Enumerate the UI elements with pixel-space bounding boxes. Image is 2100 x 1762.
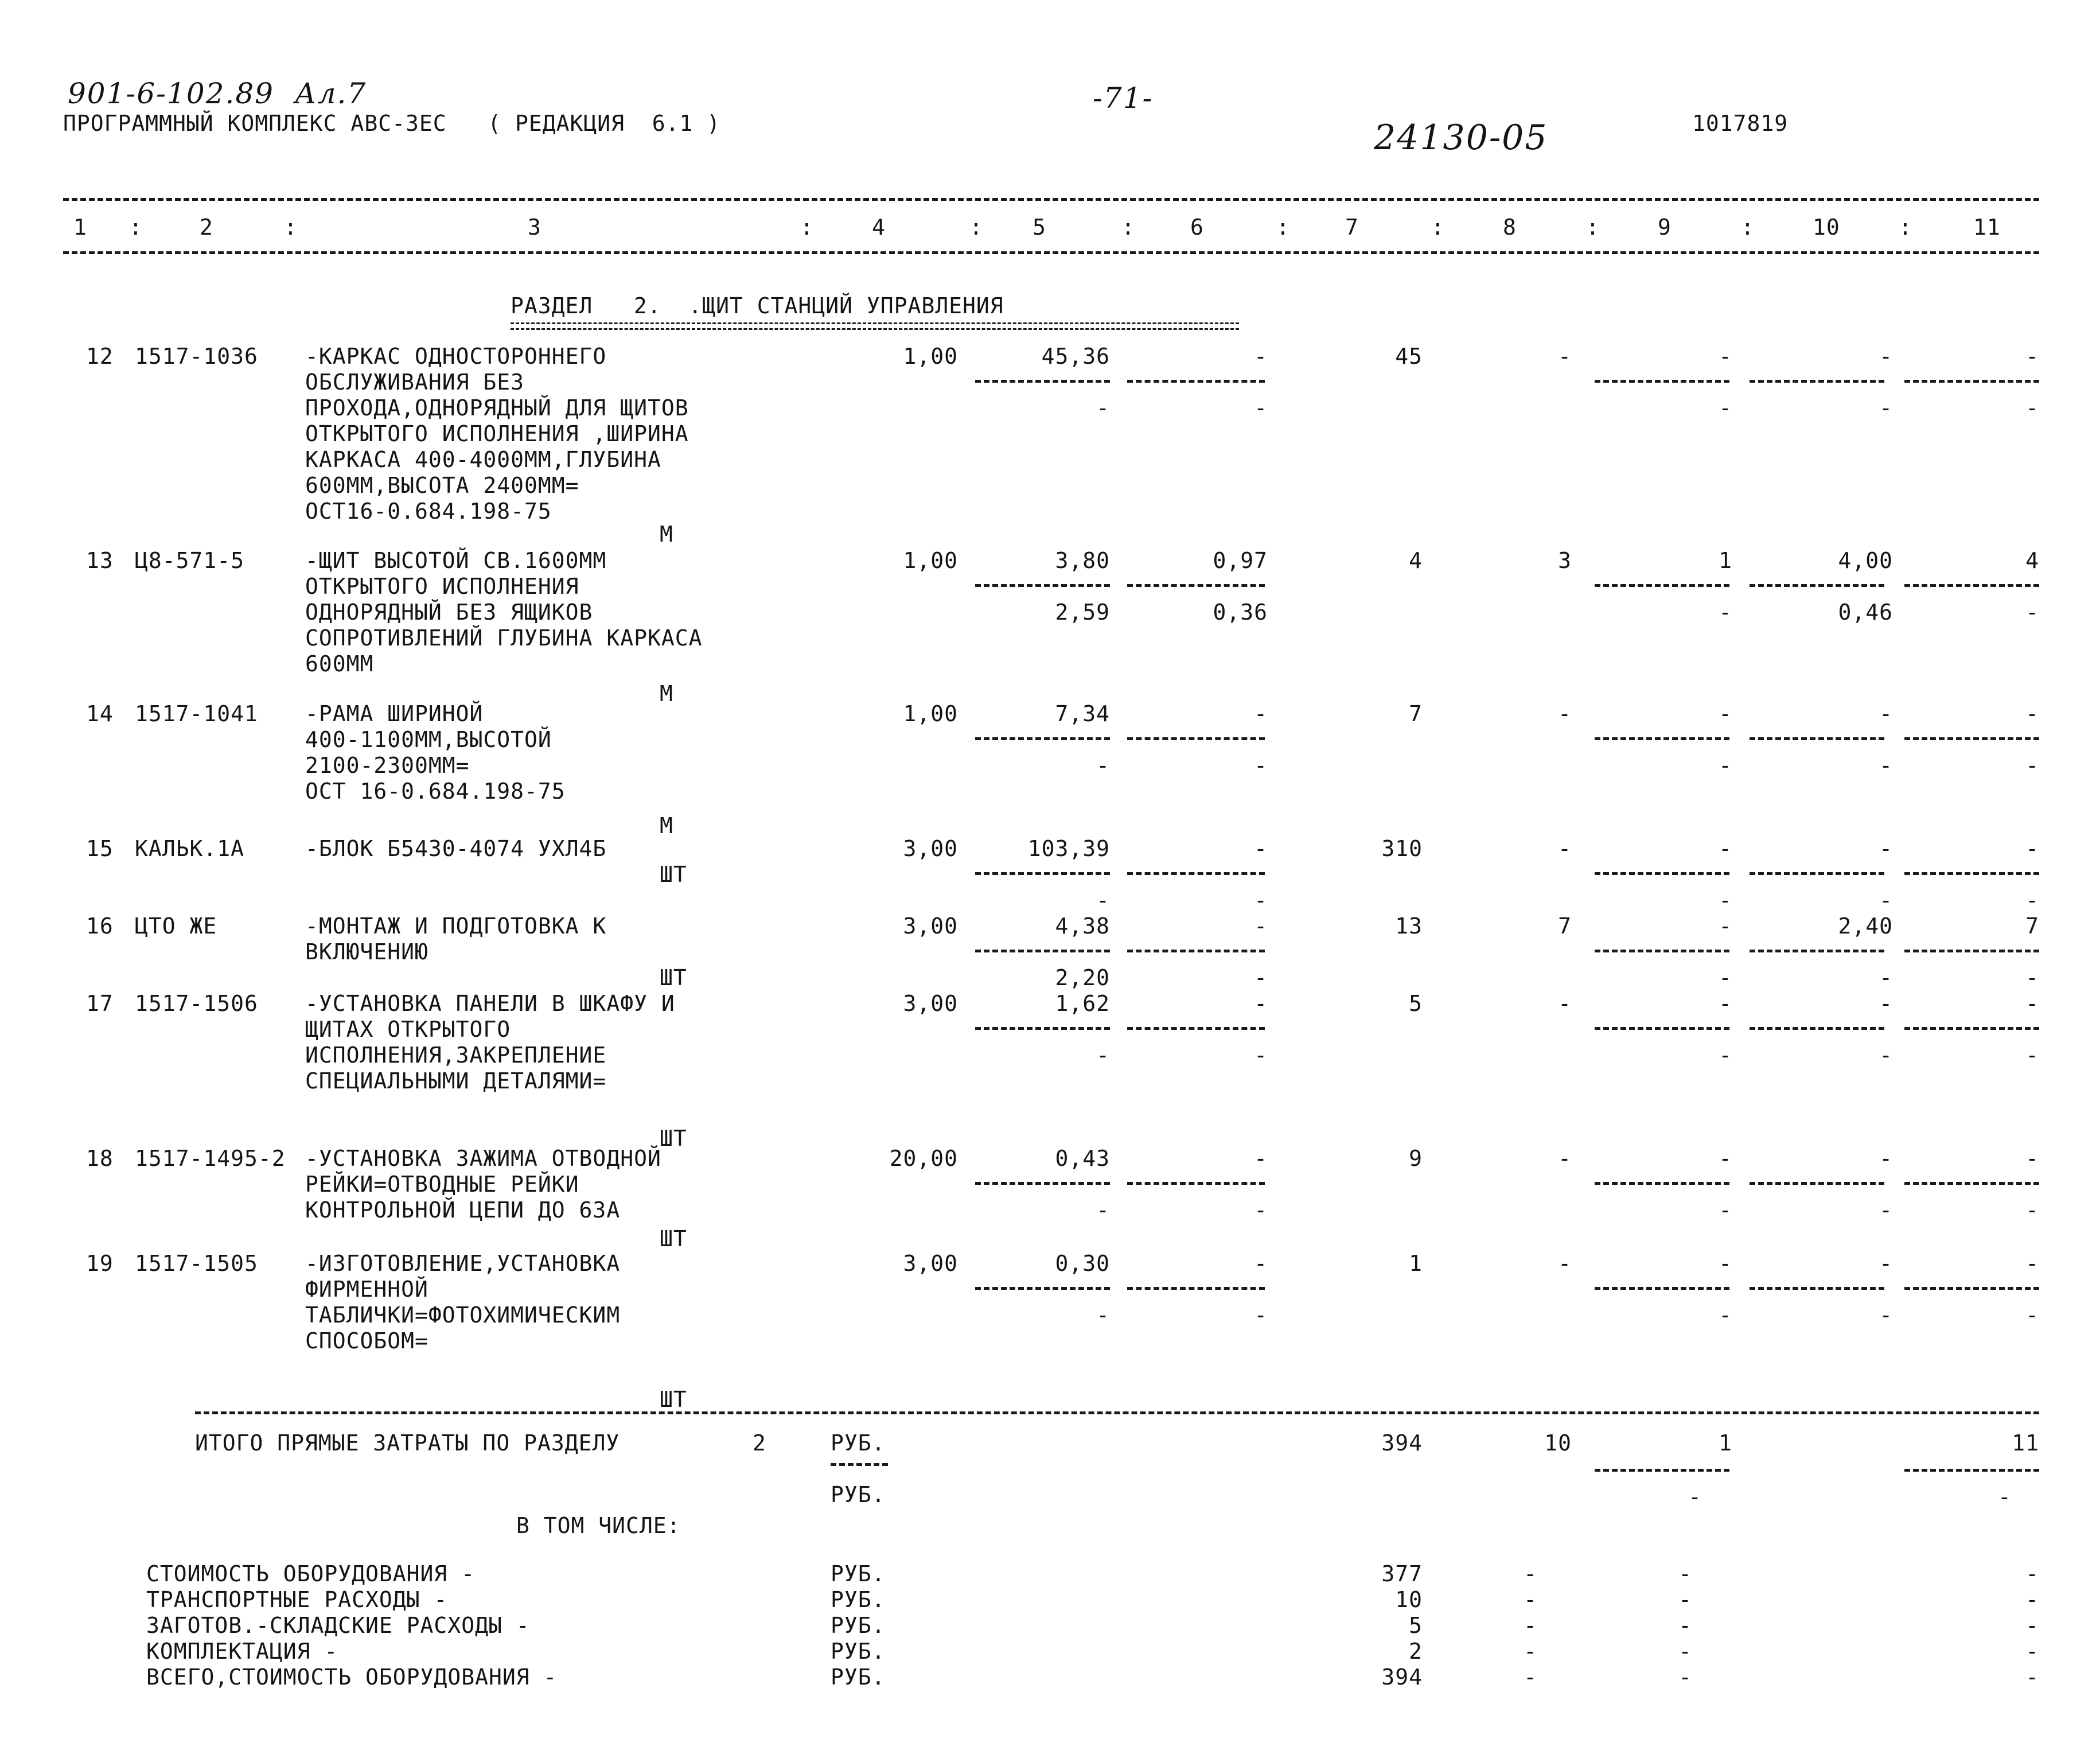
row-col9: - bbox=[1719, 836, 1732, 861]
total-label: ИТОГО ПРЯМЫЕ ЗАТРАТЫ ПО РАЗДЕЛУ bbox=[195, 1430, 620, 1456]
row-subtotal-rule bbox=[1127, 950, 1265, 952]
row-subtotal-rule bbox=[1127, 1182, 1265, 1185]
row-col11-b: - bbox=[2025, 753, 2039, 778]
row-subtotal-rule bbox=[1904, 380, 2039, 383]
row-subtotal-rule bbox=[1904, 872, 2039, 875]
row-col5-price: 103,39 bbox=[1027, 836, 1110, 861]
summary-col7: 394 bbox=[1381, 1664, 1423, 1690]
row-col9-b: - bbox=[1719, 888, 1732, 913]
row-code: 1517-1495-2 bbox=[135, 1146, 286, 1171]
row-subtotal-rule bbox=[975, 1182, 1110, 1185]
row-number: 15 bbox=[86, 836, 114, 861]
row-description-line: КАРКАСА 400-4000ММ,ГЛУБИНА bbox=[305, 447, 661, 472]
row-col9-b: - bbox=[1719, 395, 1732, 421]
row-col5-labor: - bbox=[1096, 1302, 1110, 1328]
row-col5-labor: - bbox=[1096, 1043, 1110, 1068]
row-col10-b: - bbox=[1879, 1302, 1893, 1328]
row-col10: - bbox=[1879, 991, 1893, 1016]
row-col7-total: 9 bbox=[1409, 1146, 1423, 1171]
summary-unit: РУБ. bbox=[831, 1613, 886, 1638]
summary-unit: РУБ. bbox=[831, 1664, 886, 1690]
row-col5-price: 0,43 bbox=[1055, 1146, 1110, 1171]
row-number: 16 bbox=[86, 913, 114, 939]
row-subtotal-rule bbox=[1127, 1027, 1265, 1030]
row-col9-b: - bbox=[1719, 1197, 1732, 1223]
total-col9-rule bbox=[1595, 1469, 1729, 1472]
row-col9: - bbox=[1719, 344, 1732, 369]
total-col7: 394 bbox=[1381, 1430, 1423, 1456]
column-separator: : bbox=[1121, 215, 1135, 240]
row-col5-labor: 2,20 bbox=[1055, 965, 1110, 990]
row-unit: М bbox=[660, 813, 673, 838]
row-col11-b: - bbox=[2025, 965, 2039, 990]
row-description-line: 600ММ,ВЫСОТА 2400ММ= bbox=[305, 473, 579, 498]
summary-col9: - bbox=[1678, 1613, 1692, 1638]
row-col10: - bbox=[1879, 1146, 1893, 1171]
row-col5-labor: 2,59 bbox=[1055, 600, 1110, 625]
row-col4-quantity: 1,00 bbox=[903, 344, 958, 369]
row-subtotal-rule bbox=[1595, 380, 1729, 383]
row-col8: 7 bbox=[1558, 913, 1572, 939]
including-label: В ТОМ ЧИСЛЕ: bbox=[516, 1513, 681, 1538]
row-col8: - bbox=[1558, 1146, 1572, 1171]
row-col7-total: 45 bbox=[1395, 344, 1423, 369]
row-col5-price: 1,62 bbox=[1055, 991, 1110, 1016]
row-description-line: РЕЙКИ=ОТВОДНЫЕ РЕЙКИ bbox=[305, 1172, 579, 1197]
summary-label: СТОИМОСТЬ ОБОРУДОВАНИЯ - bbox=[146, 1561, 476, 1586]
row-col9: - bbox=[1719, 991, 1732, 1016]
summary-unit: РУБ. bbox=[831, 1561, 886, 1586]
row-col8: - bbox=[1558, 701, 1572, 726]
row-col6: - bbox=[1254, 991, 1268, 1016]
handwritten-stamp: 24130-05 bbox=[1374, 118, 1548, 158]
row-col6-b: - bbox=[1254, 1197, 1268, 1223]
column-number: 9 bbox=[1658, 215, 1672, 240]
row-description-line: ЩИТАХ ОТКРЫТОГО bbox=[305, 1017, 511, 1042]
row-col5-price: 45,36 bbox=[1041, 344, 1110, 369]
row-col8: 3 bbox=[1558, 548, 1572, 573]
row-col10: - bbox=[1879, 344, 1893, 369]
row-col11-b: - bbox=[2025, 1197, 2039, 1223]
row-col5-labor: - bbox=[1096, 1197, 1110, 1223]
row-number: 17 bbox=[86, 991, 114, 1016]
total-col9: 1 bbox=[1719, 1430, 1732, 1456]
row-col11-b: - bbox=[2025, 395, 2039, 421]
row-description-line: -МОНТАЖ И ПОДГОТОВКА К bbox=[305, 913, 607, 939]
row-col9-b: - bbox=[1719, 965, 1732, 990]
row-col11-b: - bbox=[2025, 888, 2039, 913]
row-col7-total: 13 bbox=[1395, 913, 1423, 939]
row-col4-quantity: 1,00 bbox=[903, 701, 958, 726]
row-col7-total: 7 bbox=[1409, 701, 1423, 726]
row-code: ЦТО ЖЕ bbox=[135, 913, 217, 939]
summary-label: ТРАНСПОРТНЫЕ РАСХОДЫ - bbox=[146, 1587, 448, 1612]
row-subtotal-rule bbox=[1127, 872, 1265, 875]
row-col10-b: - bbox=[1879, 888, 1893, 913]
row-subtotal-rule bbox=[1904, 737, 2039, 740]
column-separator: : bbox=[1741, 215, 1755, 240]
row-subtotal-rule bbox=[1750, 1027, 1884, 1030]
row-description-line: ОБСЛУЖИВАНИЯ БЕЗ bbox=[305, 369, 525, 395]
row-unit: ШТ bbox=[660, 1126, 687, 1151]
row-description-line: ФИРМЕННОЙ bbox=[305, 1277, 428, 1302]
column-number: 3 bbox=[528, 215, 541, 240]
row-code: 1517-1506 bbox=[135, 991, 258, 1016]
row-subtotal-rule bbox=[975, 380, 1110, 383]
row-number: 14 bbox=[86, 701, 114, 726]
row-subtotal-rule bbox=[1750, 872, 1884, 875]
row-col9-b: - bbox=[1719, 753, 1732, 778]
row-description-line: ОСТ 16-0.684.198-75 bbox=[305, 779, 566, 804]
row-code: 1517-1041 bbox=[135, 701, 258, 726]
row-number: 19 bbox=[86, 1251, 114, 1276]
row-description-line: -УСТАНОВКА ПАНЕЛИ В ШКАФУ И bbox=[305, 991, 675, 1016]
summary-unit: РУБ. bbox=[831, 1587, 886, 1612]
row-description-line: СПОСОБОМ= bbox=[305, 1328, 428, 1353]
document-code: 901-6-102.89 Ал.7 bbox=[68, 77, 367, 110]
row-col11: - bbox=[2025, 836, 2039, 861]
row-description-line: КОНТРОЛЬНОЙ ЦЕПИ ДО 63А bbox=[305, 1197, 621, 1223]
row-description-line: -УСТАНОВКА ЗАЖИМА ОТВОДНОЙ bbox=[305, 1146, 661, 1171]
row-description-line: 400-1100ММ,ВЫСОТОЙ bbox=[305, 727, 552, 752]
row-col9-b: - bbox=[1719, 1043, 1732, 1068]
row-unit: ШТ bbox=[660, 1387, 687, 1412]
column-number: 6 bbox=[1190, 215, 1204, 240]
row-col6-b: - bbox=[1254, 1302, 1268, 1328]
row-col6: - bbox=[1254, 701, 1268, 726]
summary-col7: 377 bbox=[1381, 1561, 1423, 1586]
row-col11: 7 bbox=[2025, 913, 2039, 939]
row-col6: - bbox=[1254, 913, 1268, 939]
row-unit: ШТ bbox=[660, 965, 687, 990]
row-unit: М bbox=[660, 522, 673, 547]
row-subtotal-rule bbox=[1750, 1287, 1884, 1290]
row-col11: - bbox=[2025, 1146, 2039, 1171]
row-col10: - bbox=[1879, 701, 1893, 726]
column-separator: : bbox=[800, 215, 814, 240]
row-col9-b: - bbox=[1719, 600, 1732, 625]
row-subtotal-rule bbox=[1595, 1182, 1729, 1185]
summary-label: КОМПЛЕКТАЦИЯ - bbox=[146, 1639, 338, 1664]
row-col7-total: 1 bbox=[1409, 1251, 1423, 1276]
row-col8: - bbox=[1558, 344, 1572, 369]
row-number: 18 bbox=[86, 1146, 114, 1171]
summary-col11: - bbox=[2025, 1639, 2039, 1664]
row-description-line: ПРОХОДА,ОДНОРЯДНЫЙ ДЛЯ ЩИТОВ bbox=[305, 395, 689, 421]
row-col9: - bbox=[1719, 1146, 1732, 1171]
row-col10-b: - bbox=[1879, 1043, 1893, 1068]
summary-col11: - bbox=[2025, 1664, 2039, 1690]
row-col4-quantity: 3,00 bbox=[903, 836, 958, 861]
row-col4-quantity: 3,00 bbox=[903, 991, 958, 1016]
row-code: 1517-1505 bbox=[135, 1251, 258, 1276]
column-number: 10 bbox=[1813, 215, 1840, 240]
total-unit-2: РУБ. bbox=[831, 1482, 886, 1507]
row-subtotal-rule bbox=[1750, 1182, 1884, 1185]
row-description-line: ОСТ16-0.684.198-75 bbox=[305, 499, 552, 524]
row-col8: - bbox=[1558, 991, 1572, 1016]
summary-unit: РУБ. bbox=[831, 1639, 886, 1664]
total-col9-b: - bbox=[1688, 1484, 1702, 1510]
row-subtotal-rule bbox=[1750, 950, 1884, 952]
row-col9: 1 bbox=[1719, 548, 1732, 573]
summary-col11: - bbox=[2025, 1613, 2039, 1638]
row-description-line: ТАБЛИЧКИ=ФОТОХИМИЧЕСКИМ bbox=[305, 1302, 621, 1328]
row-col5-labor: - bbox=[1096, 753, 1110, 778]
row-col5-price: 4,38 bbox=[1055, 913, 1110, 939]
row-col7-total: 4 bbox=[1409, 548, 1423, 573]
row-col5-labor: - bbox=[1096, 395, 1110, 421]
row-col11: - bbox=[2025, 1251, 2039, 1276]
row-description-line: ИСПОЛНЕНИЯ,ЗАКРЕПЛЕНИЕ bbox=[305, 1043, 607, 1068]
row-col9: - bbox=[1719, 701, 1732, 726]
row-description-line: ОТКРЫТОГО ИСПОЛНЕНИЯ bbox=[305, 574, 579, 599]
row-col9: - bbox=[1719, 913, 1732, 939]
row-unit: ШТ bbox=[660, 862, 687, 887]
summary-col8: - bbox=[1524, 1639, 1537, 1664]
row-col6-b: - bbox=[1254, 753, 1268, 778]
row-subtotal-rule bbox=[1750, 584, 1884, 587]
row-subtotal-rule bbox=[975, 872, 1110, 875]
row-number: 12 bbox=[86, 344, 114, 369]
document-number: 1017819 bbox=[1692, 111, 1789, 136]
row-col6-b: - bbox=[1254, 395, 1268, 421]
header-rule-top bbox=[63, 198, 2039, 201]
row-col6-b: - bbox=[1254, 888, 1268, 913]
row-col6: - bbox=[1254, 344, 1268, 369]
row-unit: М bbox=[660, 681, 673, 706]
row-col7-total: 5 bbox=[1409, 991, 1423, 1016]
row-subtotal-rule bbox=[1127, 380, 1265, 383]
row-subtotal-rule bbox=[975, 1287, 1110, 1290]
summary-col7: 10 bbox=[1395, 1587, 1423, 1612]
section-title: РАЗДЕЛ 2. .ЩИТ СТАНЦИЙ УПРАВЛЕНИЯ bbox=[511, 293, 1004, 318]
column-separator: : bbox=[1586, 215, 1600, 240]
row-subtotal-rule bbox=[1595, 950, 1729, 952]
row-col10-b: 0,46 bbox=[1838, 600, 1893, 625]
row-subtotal-rule bbox=[1595, 737, 1729, 740]
row-subtotal-rule bbox=[1595, 1287, 1729, 1290]
row-description-line: ОДНОРЯДНЫЙ БЕЗ ЯЩИКОВ bbox=[305, 600, 593, 625]
column-number: 4 bbox=[872, 215, 886, 240]
column-separator: : bbox=[1431, 215, 1445, 240]
row-col6-b: - bbox=[1254, 1043, 1268, 1068]
row-subtotal-rule bbox=[1595, 584, 1729, 587]
row-col4-quantity: 3,00 bbox=[903, 1251, 958, 1276]
row-col10: 4,00 bbox=[1838, 548, 1893, 573]
row-subtotal-rule bbox=[975, 950, 1110, 952]
row-col9-b: - bbox=[1719, 1302, 1732, 1328]
summary-col9: - bbox=[1678, 1639, 1692, 1664]
column-separator: : bbox=[969, 215, 983, 240]
row-description-line: -ИЗГОТОВЛЕНИЕ,УСТАНОВКА bbox=[305, 1251, 621, 1276]
column-number: 11 bbox=[1973, 215, 2001, 240]
row-subtotal-rule bbox=[1595, 1027, 1729, 1030]
row-description-line: -БЛОК Б5430-4074 УХЛ4Б bbox=[305, 836, 607, 861]
row-col11: - bbox=[2025, 701, 2039, 726]
row-col6: - bbox=[1254, 1146, 1268, 1171]
row-description-line: -ЩИТ ВЫСОТОЙ СВ.1600ММ bbox=[305, 548, 607, 573]
summary-col8: - bbox=[1524, 1613, 1537, 1638]
row-subtotal-rule bbox=[1750, 737, 1884, 740]
row-description-line: ОТКРЫТОГО ИСПОЛНЕНИЯ ,ШИРИНА bbox=[305, 421, 689, 446]
column-separator: : bbox=[1276, 215, 1290, 240]
summary-col9: - bbox=[1678, 1561, 1692, 1586]
row-col5-price: 3,80 bbox=[1055, 548, 1110, 573]
row-col11-b: - bbox=[2025, 1043, 2039, 1068]
row-col10-b: - bbox=[1879, 965, 1893, 990]
row-col6-b: 0,36 bbox=[1213, 600, 1268, 625]
summary-col9: - bbox=[1678, 1664, 1692, 1690]
total-col11-rule bbox=[1904, 1469, 2039, 1472]
row-col10: - bbox=[1879, 1251, 1893, 1276]
total-col8: 10 bbox=[1544, 1430, 1572, 1456]
row-subtotal-rule bbox=[975, 584, 1110, 587]
row-col5-labor: - bbox=[1096, 888, 1110, 913]
row-subtotal-rule bbox=[1127, 737, 1265, 740]
summary-col8: - bbox=[1524, 1664, 1537, 1690]
row-col11-b: - bbox=[2025, 600, 2039, 625]
row-col11-b: - bbox=[2025, 1302, 2039, 1328]
summary-col8: - bbox=[1524, 1561, 1537, 1586]
row-col11: - bbox=[2025, 344, 2039, 369]
column-number: 8 bbox=[1503, 215, 1517, 240]
row-col8: - bbox=[1558, 836, 1572, 861]
section-underline bbox=[511, 322, 1239, 330]
total-unit: РУБ. bbox=[831, 1430, 886, 1456]
page-number: -71- bbox=[1093, 81, 1154, 115]
summary-col11: - bbox=[2025, 1587, 2039, 1612]
row-subtotal-rule bbox=[1595, 872, 1729, 875]
summary-label: ЗАГОТОВ.-СКЛАДСКИЕ РАСХОДЫ - bbox=[146, 1613, 530, 1638]
row-col7-total: 310 bbox=[1381, 836, 1423, 861]
row-code: 1517-1036 bbox=[135, 344, 258, 369]
total-unit-dash bbox=[831, 1463, 888, 1466]
column-separator: : bbox=[1899, 215, 1912, 240]
row-col10: - bbox=[1879, 836, 1893, 861]
row-description-line: -РАМА ШИРИНОЙ bbox=[305, 701, 484, 726]
row-col10-b: - bbox=[1879, 395, 1893, 421]
row-col6: - bbox=[1254, 836, 1268, 861]
column-number: 5 bbox=[1033, 215, 1046, 240]
summary-col11: - bbox=[2025, 1561, 2039, 1586]
row-description-line: -КАРКАС ОДНОСТОРОННЕГО bbox=[305, 344, 607, 369]
row-col6-b: - bbox=[1254, 965, 1268, 990]
column-number: 7 bbox=[1345, 215, 1359, 240]
row-col9: - bbox=[1719, 1251, 1732, 1276]
row-unit: ШТ bbox=[660, 1226, 687, 1251]
row-subtotal-rule bbox=[1750, 380, 1884, 383]
row-col6: - bbox=[1254, 1251, 1268, 1276]
row-code: Ц8-571-5 bbox=[135, 548, 245, 573]
row-subtotal-rule bbox=[1904, 1027, 2039, 1030]
row-col10-b: - bbox=[1879, 753, 1893, 778]
row-code: КАЛЬК.1А bbox=[135, 836, 245, 861]
row-subtotal-rule bbox=[1904, 1182, 2039, 1185]
row-subtotal-rule bbox=[1904, 584, 2039, 587]
total-col11: 11 bbox=[2012, 1430, 2039, 1456]
row-subtotal-rule bbox=[1127, 584, 1265, 587]
summary-col8: - bbox=[1524, 1587, 1537, 1612]
column-separator: : bbox=[284, 215, 298, 240]
row-col8: - bbox=[1558, 1251, 1572, 1276]
row-col4-quantity: 3,00 bbox=[903, 913, 958, 939]
summary-col7: 5 bbox=[1409, 1613, 1423, 1638]
row-subtotal-rule bbox=[975, 737, 1110, 740]
column-number: 2 bbox=[200, 215, 213, 240]
row-subtotal-rule bbox=[1127, 1287, 1265, 1290]
summary-col7: 2 bbox=[1409, 1639, 1423, 1664]
row-subtotal-rule bbox=[1904, 950, 2039, 952]
row-description-line: 600ММ bbox=[305, 651, 374, 676]
row-col5-price: 0,30 bbox=[1055, 1251, 1110, 1276]
row-col6: 0,97 bbox=[1213, 548, 1268, 573]
column-separator: : bbox=[129, 215, 143, 240]
column-number: 1 bbox=[73, 215, 87, 240]
summary-col9: - bbox=[1678, 1587, 1692, 1612]
row-col10-b: - bbox=[1879, 1197, 1893, 1223]
row-col11: - bbox=[2025, 991, 2039, 1016]
total-section-no: 2 bbox=[753, 1430, 766, 1456]
row-col4-quantity: 1,00 bbox=[903, 548, 958, 573]
header-rule-bottom bbox=[63, 251, 2039, 254]
total-col11-b: - bbox=[1998, 1484, 2012, 1510]
row-subtotal-rule bbox=[975, 1027, 1110, 1030]
row-description-line: ВКЛЮЧЕНИЮ bbox=[305, 939, 428, 964]
total-rule bbox=[195, 1411, 2039, 1414]
row-col5-price: 7,34 bbox=[1055, 701, 1110, 726]
row-col11: 4 bbox=[2025, 548, 2039, 573]
row-number: 13 bbox=[86, 548, 114, 573]
row-description-line: СОПРОТИВЛЕНИЙ ГЛУБИНА КАРКАСА bbox=[305, 625, 703, 651]
summary-label: ВСЕГО,СТОИМОСТЬ ОБОРУДОВАНИЯ - bbox=[146, 1664, 558, 1690]
row-subtotal-rule bbox=[1904, 1287, 2039, 1290]
row-col4-quantity: 20,00 bbox=[889, 1146, 958, 1171]
program-title: ПРОГРАММНЫЙ КОМПЛЕКС АВС-3ЕС ( РЕДАКЦИЯ 6.1 ) bbox=[63, 111, 721, 136]
row-description-line: СПЕЦИАЛЬНЫМИ ДЕТАЛЯМИ= bbox=[305, 1068, 607, 1094]
row-description-line: 2100-2300ММ= bbox=[305, 753, 470, 778]
row-col10: 2,40 bbox=[1838, 913, 1893, 939]
